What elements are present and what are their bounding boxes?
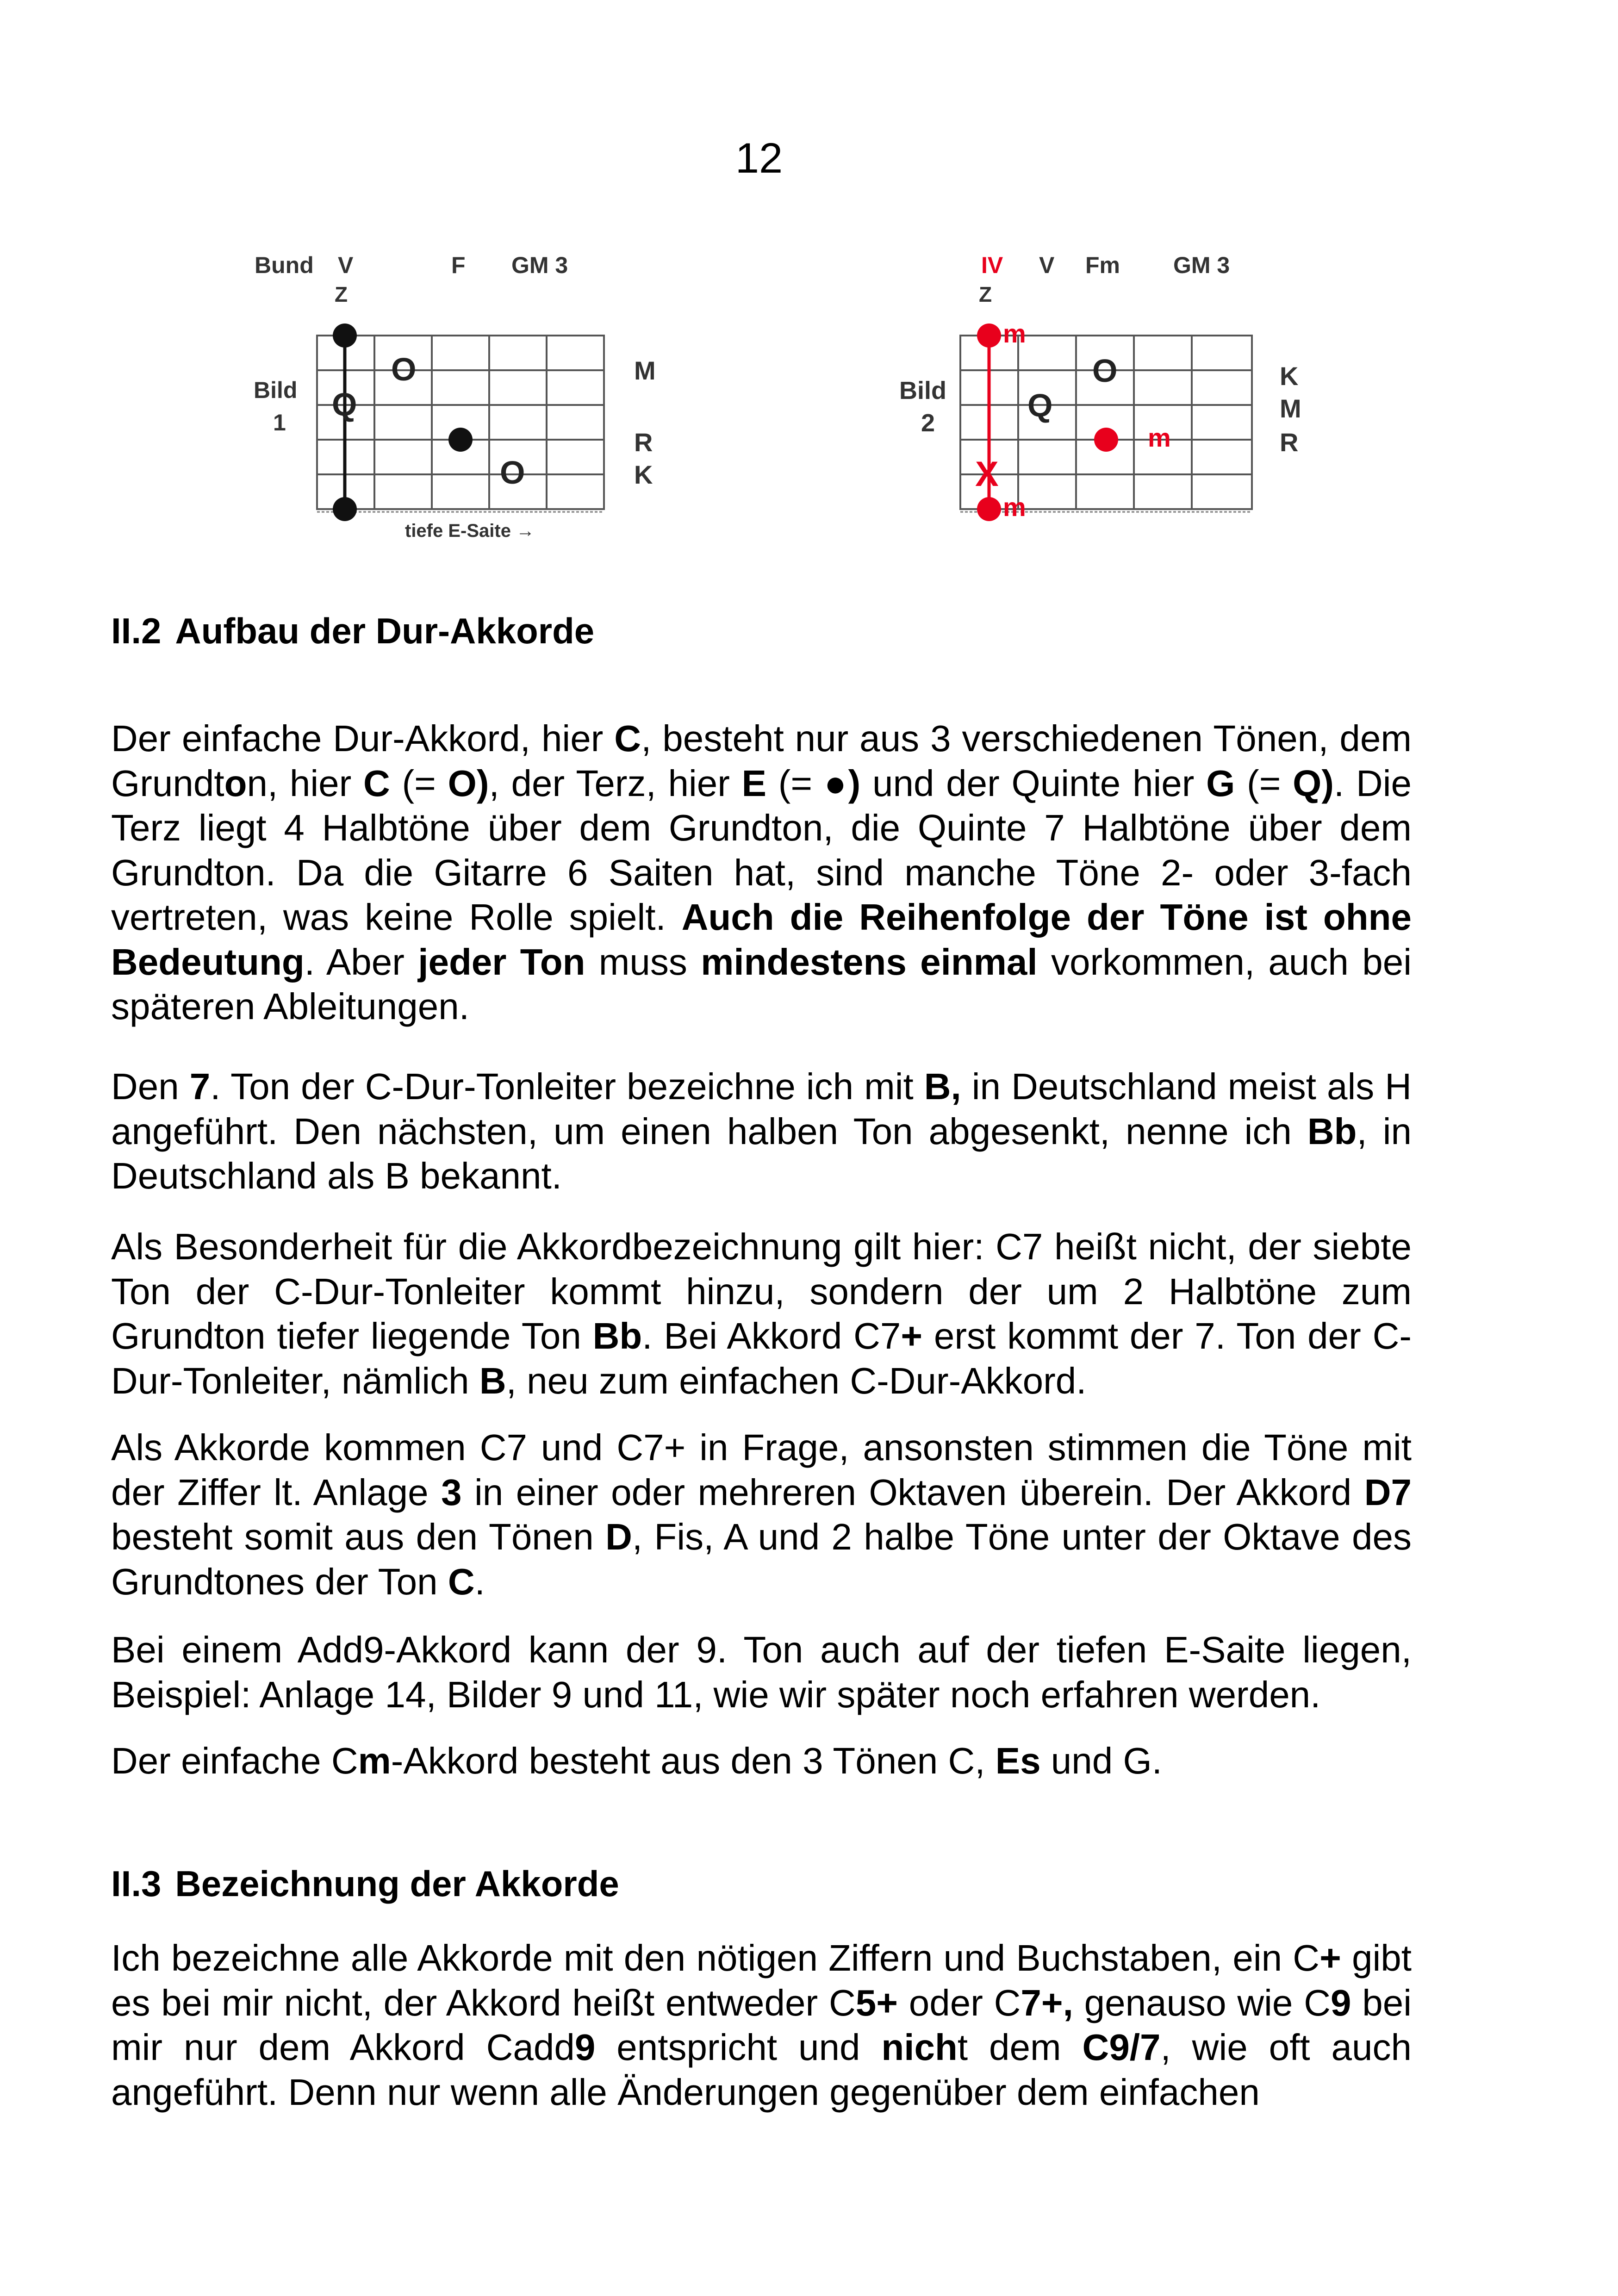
z-label: Z bbox=[979, 282, 992, 306]
fret-number-red-label: IV bbox=[981, 252, 1003, 278]
paragraph: Der einfache Cm-Akkord besteht aus den 3 Tönen C, Es und G. bbox=[111, 1740, 1162, 1781]
low-e-string-caption: tiefe E-Saite → bbox=[405, 521, 535, 541]
string-label-k: K bbox=[1280, 361, 1299, 391]
section-title: Aufbau der Dur-Akkorde bbox=[175, 610, 595, 651]
string-label-r: R bbox=[1280, 428, 1299, 457]
paragraph: Bei einem Add9-Akkord kann der 9. Ton auch auf der tiefen E-Saite liegen, Beispiel: Anlage 14, Bilder 9 und 11, wie wir später noch erfahren werden. bbox=[111, 1629, 1412, 1715]
bund-label: Bund bbox=[255, 252, 314, 278]
paragraph: Als Besonderheit für die Akkordbezeichnung gilt hier: C7 heißt nicht, der siebte Ton der C-Dur-Tonleiter kommt hinzu, sondern der um 2 Halbtöne zum Grundton tiefer liegende Ton Bb. Bei Akkord C7+ erst kommt der 7. Ton der C-Dur-Tonleiter, nämlich B, neu zum einfachen C-Dur-Akkord. bbox=[111, 1226, 1412, 1401]
paragraph: Den 7. Ton der C-Dur-Tonleiter bezeichne ich mit B, in Deutschland meist als H angeführt. Den nächsten, um einen halben Ton abgesenkt, nenne ich Bb, in Deutschland als B bekannt. bbox=[111, 1066, 1412, 1196]
section-number: II.3 bbox=[111, 1863, 162, 1904]
muted-x-mark: X bbox=[975, 454, 999, 494]
section-number: II.2 bbox=[111, 610, 162, 651]
chord-diagram-fm bbox=[886, 250, 1349, 560]
paragraph: Ich bezeichne alle Akkorde mit den nötigen Ziffern und Buchstaben, ein C+ gibt es bei mir nicht, der Akkord heißt entweder C5+ oder C7+, genauso wie C9 bei mir nur dem Akkord Cadd9 entspricht und nicht dem C9/7, wie oft auch angeführt. Denn nur wenn alle Änderungen gegenüber dem einfachen bbox=[111, 1937, 1412, 2113]
grundton-o-mark: O bbox=[1092, 353, 1118, 389]
minor-m-mark: m bbox=[1003, 319, 1026, 348]
fret-number-label: V bbox=[1039, 252, 1055, 278]
quinte-q-mark: Q bbox=[332, 386, 357, 423]
terz-dot-marker bbox=[448, 428, 473, 452]
dot-marker bbox=[333, 324, 357, 348]
grundton-o-mark: O bbox=[391, 351, 417, 387]
bild-number: 1 bbox=[273, 410, 286, 436]
minor-m-mark: m bbox=[1003, 492, 1026, 522]
z-label: Z bbox=[335, 282, 348, 306]
quinte-q-mark: Q bbox=[1027, 387, 1053, 423]
string-label-r: R bbox=[634, 428, 653, 457]
dot-marker bbox=[977, 324, 1001, 348]
bild-label: Bild bbox=[899, 377, 946, 404]
fret-number-label: V bbox=[338, 252, 354, 278]
section-title: Bezeichnung der Akkorde bbox=[175, 1863, 619, 1904]
string-label-m: M bbox=[634, 356, 656, 385]
gm-label: GM 3 bbox=[511, 252, 568, 278]
dot-marker bbox=[333, 497, 357, 521]
string-label-m: M bbox=[1280, 394, 1301, 423]
fretboard-grid bbox=[317, 336, 604, 509]
page-number: 12 bbox=[735, 135, 783, 182]
section-heading bbox=[111, 1863, 619, 1905]
chord-name-label: Fm bbox=[1085, 252, 1120, 278]
section-heading bbox=[111, 610, 594, 652]
chord-diagram-f bbox=[241, 250, 703, 560]
string-label-k: K bbox=[634, 460, 653, 489]
terz-dot-marker bbox=[1094, 428, 1118, 452]
bild-label: Bild bbox=[254, 377, 298, 403]
grundton-o-mark: O bbox=[500, 454, 525, 491]
minor-m-mark: m bbox=[1148, 423, 1171, 452]
chord-name-label: F bbox=[451, 252, 466, 278]
bild-number: 2 bbox=[921, 409, 935, 437]
dot-marker bbox=[977, 497, 1001, 521]
paragraph: Der einfache Dur-Akkord, hier C, besteht nur aus 3 verschiedenen Tönen, dem Grundton, hier C (= O), der Terz, hier E (= ●) und der Quinte hier G (= Q). Die Terz liegt 4 Halbtöne über dem Grundton, die Quinte 7 Halbtöne über dem Grundton. Da die Gitarre 6 Saiten hat, sind manche Töne 2- oder 3-fach vertreten, was keine Rolle spielt. Auch die Reihenfolge der Töne ist ohne Bedeutung. Aber jeder Ton muss mindestens einmal vorkommen, auch bei späteren Ableitungen. bbox=[111, 718, 1412, 1027]
paragraph: Als Akkorde kommen C7 und C7+ in Frage, ansonsten stimmen die Töne mit der Ziffer lt. Anlage 3 in einer oder mehreren Oktaven überein. Der Akkord D7 besteht somit aus den Tönen D, Fis, A und 2 halbe Töne unter der Oktave des Grundtones der Ton C. bbox=[111, 1427, 1412, 1602]
gm-label: GM 3 bbox=[1173, 252, 1230, 278]
